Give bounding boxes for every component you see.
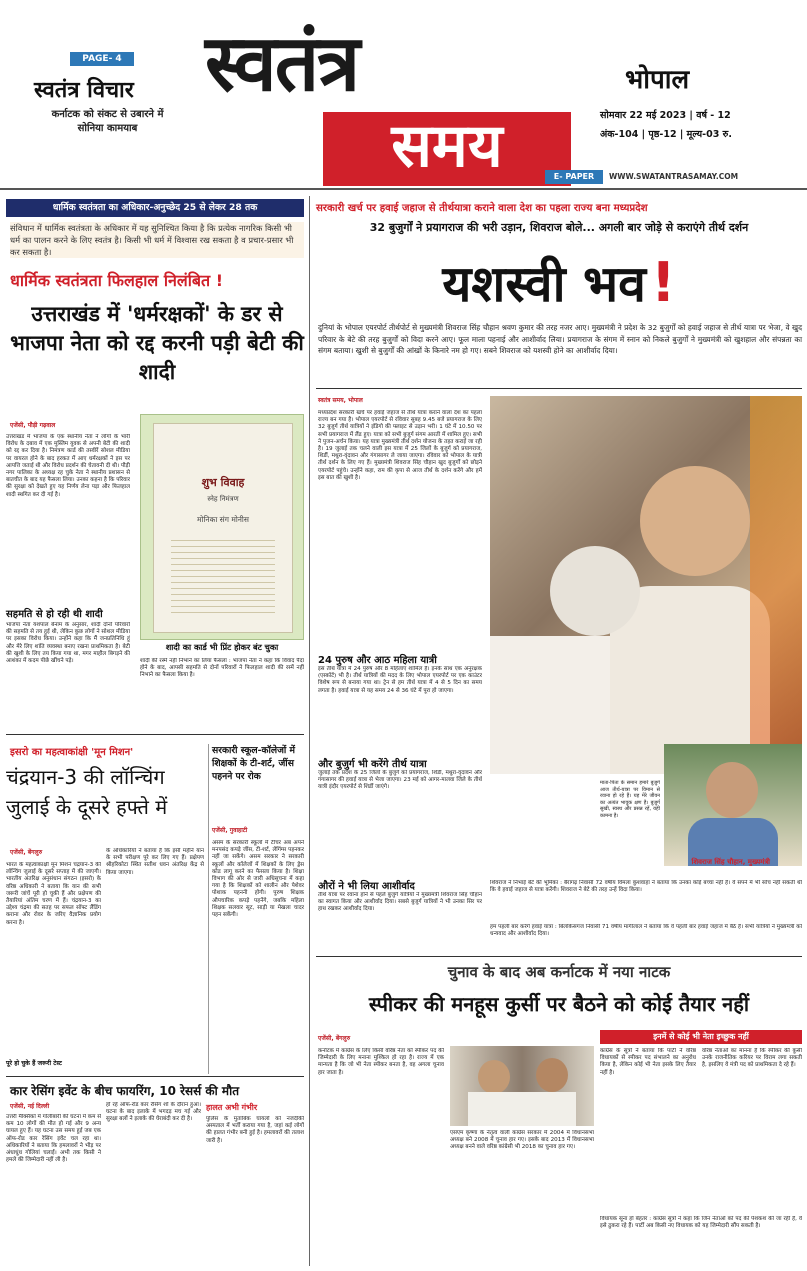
left-body: उत्तराखंड में भाजपा के एक स्थानीय नेता ने लोगों के भारी विरोध के दबाव में एक मुस्लिम युवक से अपनी बेटी की शादी को रद्द कर दिया है। निमंत्रण कार्ड की तस्वीरें सोशल मीडिया पर वायरल होने के बाद हरकत में आए धर्मरक्षकों ने इस पर आपत्ति जताई थी और विरोध प्रदर्शन की चेतावनी दी थी। पौड़ी नगर पालिका के अध्यक्ष रह चुके नेता ने स्थानीय प्रशासन से बातचीत के बाद यह फैसला लिया। उनका कहना है कि परिवार की सुरक्षा को देखते हुए यह निर्णय लेना पड़ा और फिलहाल शादी स्थगित कर दी गई है। <box>6 434 130 498</box>
main-sub-a: 24 पुरुष और आठ महिला यात्री <box>318 655 437 666</box>
firing-body-col3: पुलिस के मुताबिक घायलों को नजदीकी अस्पताल में भर्ती कराया गया है, जहां कई लोगों की हालत गंभीर बनी हुई है। हमलावरों की तलाश जारी है। <box>206 1116 304 1144</box>
website-link[interactable]: WWW.SWATANTRASAMAY.COM <box>609 172 739 181</box>
main-photo <box>490 396 802 774</box>
main-byline: स्वतंत्र समय, भोपाल <box>318 397 363 404</box>
section-title: स्वतंत्र विचार <box>34 78 134 103</box>
section-teaser: कर्नाटक को संकट से उबारने में सोनिया कामयाब <box>51 109 164 134</box>
logo-bottom: समय <box>391 111 503 181</box>
issue-line: अंक-104 | पृष्ठ-12 | मूल्य-03 रु. <box>600 129 732 140</box>
logo-top: स्वतंत्र <box>205 19 359 109</box>
left-byline: एजेंसी, पौड़ी गढ़वाल <box>10 422 56 429</box>
dress-headline: सरकारी स्कूल-कॉलेजों में शिक्षकों के टी-शर्ट, जींस पहनने पर रोक <box>212 745 295 782</box>
logo <box>205 14 585 184</box>
isro-byline: एजेंसी, बेंगलुरु <box>10 849 43 856</box>
isro-headline: चंद्रयान-3 की लॉन्चिंग जुलाई के दूसरे हफ्ते में <box>6 765 168 819</box>
isro-body: भारत के महत्वाकांक्षी मून मिशन चंद्रयान-3 की लॉन्चिंग जुलाई के दूसरे सप्ताह में की जाएगी। भारतीय अंतरिक्ष अनुसंधान संगठन (इसरो) के वरिष्ठ अधिकारी ने बताया कि यान की सभी जरूरी जांचें पूरी हो चुकी हैं और प्रक्षेपण की तैयारियां अंतिम चरण में हैं। चंद्रयान-3 का उद्देश्य चंद्रमा की सतह पर सफल सॉफ्ट लैंडिंग कराना और रोवर के जरिए वैज्ञानिक प्रयोग करना है। <box>6 862 101 926</box>
main-sub-b: और बुजुर्ग भी करेंगे तीर्थ यात्रा <box>318 759 427 770</box>
epaper-label: E- PAPER <box>545 170 603 184</box>
karnataka-body2: एसएम कृष्णा के नेतृत्व वाली कांग्रेस सरकार में 2004 में विधानसभा अध्यक्ष बने 2008 में चुनाव हार गए। इसके बाद 2013 में विधानसभा अध्यक्ष बनने वाले वरिष्ठ कांग्रेसी भी 2018 का चुनाव हार गए। <box>450 1130 594 1151</box>
karnataka-headline: स्पीकर की मनहूस कुर्सी पर बैठने को कोई तैयार नहीं <box>368 992 750 1016</box>
dress-body: असम के सरकारी स्कूलों में टीचर अब अपने मनपसंद कपड़े जींस, टी-शर्ट, लेगिंग्स पहनकर नहीं जा सकेंगे। असम सरकार ने सरकारी स्कूलों और कॉलेजों में शिक्षकों के लिए ड्रेस कोड लागू करने का फैसला किया है। शिक्षा विभाग की ओर से जारी अधिसूचना में कहा गया है कि शिक्षकों को शालीन और पेशेवर पोशाक पहननी होगी। पुरुष शिक्षक औपचारिक कपड़े पहनेंगे, जबकि महिला शिक्षक सलवार सूट, साड़ी या मेखला चादर पहन सकेंगी। <box>212 840 304 919</box>
karnataka-note: विधायक सूना हो बेहतर : कांग्रेस सूत्रों ने कहा कि जिन नेताओं को पद की पेशकश की जा रही है, वे इसे ठुकरा रहे हैं। पार्टी अब किसी नए विधायक को यह जिम्मेदारी सौंप सकती है। <box>600 1216 802 1230</box>
main-body: मध्यप्रदेश सरकारी खर्च पर हवाई जहाज से तीर्थ यात्रा कराने वाला देश का पहला राज्य बन गया है। भोपाल एयरपोर्ट से रविवार सुबह 9.45 बजे प्रयागराज के लिए 32 बुजुर्ग तीर्थ यात्रियों ने इंडिगो की फ्लाइट से उड़ान भरी। 1 घंटे में 10.50 पर सभी प्रयागराज में लैंड हुए। यात्रा को सभी बुजुर्ग संगम आरती में शामिल हुए। सभी ने पुजन-अर्चन किया। यह यात्रा मुख्यमंत्री तीर्थ दर्शन योजना के तहत कराई जा रही है। 19 जुलाई तक चलने वाली इस यात्रा में 25 जिलों के बुजुर्ग को प्रयागराज, शिर्डी, मथुरा-वृंदावन और गंगासागर ले जाया जाएगा। रविवार को भोपाल के यात्री तीर्थ दर्शन के लिए गए हैं। मुख्यमंत्री शिवराज सिंह चौहान खुद बुजुर्गों को छोड़ने एयरपोर्ट पहुंचे। उन्होंने कहा, राम की कृपा से आज तीर्थ के दर्शन करेंगे और हमें इस बात की खुशी है। <box>318 410 482 481</box>
isro-kicker: इसरो का महत्वाकांक्षी 'मून मिशन' <box>10 747 134 758</box>
date-line: सोमवार 22 मई 2023 | वर्ष - 12 <box>600 110 731 121</box>
left-banner: धार्मिक स्वतंत्रता का अधिकार-अनुच्छेद 25 से लेकर 28 तक <box>6 199 304 217</box>
main-sub-c: औरों ने भी लिया आशीर्वाद <box>318 881 415 892</box>
main-subhead: 32 बुजुर्गों ने प्रयागराज की भरी उड़ान, शिवराज बोले... अगली बार जोड़े से कराएंगे तीर्थ दर्शन <box>369 221 749 234</box>
left-subhead: सहमति से हो रही थी शादी <box>6 609 103 620</box>
karnataka-photo <box>450 1046 594 1126</box>
left-headline: उत्तराखंड में 'धर्मरक्षकों' के डर से भाजपा नेता को रद्द करनी पड़ी बेटी की शादी <box>10 302 304 384</box>
epaper-bar <box>545 170 807 184</box>
left-kicker: धार्मिक स्वतंत्रता फिलहाल निलंबित ! <box>10 271 223 290</box>
main-exclaim: ! <box>651 251 676 314</box>
main-body-a: इस तीर्थ यात्रा में 24 पुरुष और 8 महिलाएं शामिल हैं। इनके साथ एक अनुरक्षक (एस्कॉर्ट) भी है। तीर्थ यात्रियों की मदद के लिए भोपाल एयरपोर्ट पर एक काउंटर विशेष रूप से बनाया गया था। ट्रेन से हम तीर्थ यात्रा में 4 से 5 दिन का समय लगता है। हवाई यात्रा से यह समय 24 से 36 घंटे में पूरा हो जाएगा। <box>318 666 482 694</box>
firing-headline: कार रेसिंग इवेंट के बीच फायरिंग, 10 रेसर्स की मौत <box>10 1084 240 1098</box>
karnataka-tag: इनमें से कोई भी नेता इच्छुक नहीं <box>600 1030 802 1044</box>
main-note2: हम पहली बार करेंगे हवाई यात्रा : बिलकिसगंज निवासी 71 वर्षीय मांगीलाल ने बताया कि वे पहली बार हवाई जहाज में बैठे हैं। सभी यात्रियों ने मुख्यमंत्री को धन्यवाद और आशीर्वाद दिया। <box>490 924 802 938</box>
main-banner: सरकारी खर्च पर हवाई जहाज से तीर्थयात्रा कराने वाला देश का पहला राज्य बना मध्यप्रदेश <box>316 203 648 214</box>
firing-subhead: हालत अभी गंभीर <box>206 1103 258 1112</box>
main-note: शिवराज ने निभाई बेटे की भूमिका : बैरागढ़ निवासी 72 वर्षीय विमला कुशवाहा ने बताया कि उनका कोई बच्चा नहीं है। वे सपने में भी सोच नहीं सकती थीं कि वे हवाई जहाज से यात्रा करेंगी। शिवराज ने बेटे की तरह उन्हें विदा किया। <box>490 880 802 894</box>
inset-photo <box>664 744 802 866</box>
card-names: मोनिका संग मोनीस <box>197 515 249 524</box>
card-title: शुभ विवाह <box>201 476 245 489</box>
karnataka-kicker: चुनाव के बाद अब कर्नाटक में नया नाटक <box>447 963 671 981</box>
firing-body: उत्तरी मैक्सिको में गोलीबारी की घटना में कम से कम 10 लोगों की मौत हो गई और 9 अन्य घायल हुए हैं। यह घटना उस समय हुई जब एक ऑफ-रोड कार रेसिंग इवेंट चल रहा था। अधिकारियों ने बताया कि हमलावरों ने भीड़ पर अंधाधुंध गोलियां चलाईं। अभी तक किसी ने हमले की जिम्मेदारी नहीं ली है। <box>6 1114 101 1164</box>
photo-caption: माता-पिता के समान हमारे बुजुर्ग आज तीर्थ-यात्रा पर विमान से रवाना हो रहे हैं। यह मेरे जीवन का अत्यंत भावुक क्षण है। बुजुर्ग सुखी, स्वस्थ और प्रसन्न रहें, यही कामना है। <box>600 780 660 819</box>
isro-callout: पूरे हो चुके हैं जरूरी टेस्ट <box>6 1060 62 1067</box>
main-body-c: तीर्थ यात्रा पर रवाना होने से पहले बुजुर्ग यात्रियों ने मुख्यमंत्री शिवराज सिंह चौहान का स्वागत किया और आशीर्वाद दिया। सबसे बुजुर्ग यात्रियों ने भी उनका सिर पर हाथ रखकर आशीर्वाद दिया। <box>318 892 482 913</box>
card-subtitle: स्नेह निमंत्रण <box>207 495 239 503</box>
wedding-card <box>140 414 304 640</box>
firing-body-col2: हो रहे ऑफ-रोड कार रेसिंग शो के दौरान हुआ। घटना के बाद इलाके में भगदड़ मच गई और सुरक्षा बलों ने इलाके की घेराबंदी कर दी है। <box>106 1102 201 1123</box>
photo-credit: शिवराज सिंह चौहान, मुख्यमंत्री <box>691 858 770 866</box>
isro-body-col2: के अधिकारियों ने बताया है कि इसी महीने यान के सभी परीक्षण पूरे कर लिए गए हैं। प्रक्षेपण श्रीहरिकोटा स्थित सतीश धवन अंतरिक्ष केंद्र से किया जाएगा। <box>106 848 204 876</box>
city: भोपाल <box>625 65 690 95</box>
page-label: PAGE- 4 <box>70 52 134 66</box>
side-note: शादी की रस्में नहीं निभाने का लिया फैसला : भाजपा नेता ने कहा कि विवाद पैदा होने के बाद, आपसी सहमति से दोनों परिवारों ने फिलहाल शादी की रस्में नहीं निभाने का फैसला किया है। <box>140 658 304 679</box>
main-deck: दुनियां के भोपाल एयरपोर्ट तीर्थपोर्ट से मुख्यमंत्री शिवराज सिंह चौहान श्रवण कुमार की तरह नजर आए। मुख्यमंत्री ने प्रदेश के 32 बुजुर्गों को हवाई जहाज से तीर्थ यात्रा पर भेजा, वे खुद परिवार के बेटे की तरह बुजुर्गों को विदा करने आए। फूल माला पहनाई और आशीर्वाद लिया। प्रयागराज के संगम में स्नान को निकले बुजुर्गों ने मुख्यमंत्री को खुशहाल और संपन्नता का संगम बताया। खुशी से बुजुर्गों की आंखों के किनारे नम हो गए। सबने शिवराज को यशस्वी होने का आशीर्वाद दिया। <box>318 323 802 355</box>
main-headline-wrap <box>316 248 802 318</box>
karnataka-byline: एजेंसी, बेंगलुरु <box>318 1035 351 1042</box>
main-headline: यशस्वी भव <box>442 255 646 313</box>
card-caption: शादी का कार्ड भी प्रिंट होकर बंट चुका <box>165 642 279 652</box>
dress-byline: एजेंसी, गुवाहाटी <box>212 827 248 834</box>
firing-byline: एजेंसी, नई दिल्ली <box>10 1103 50 1110</box>
left-intro: संविधान में धार्मिक स्वतंत्रता के अधिकार में यह सुनिश्चित किया है कि प्रत्येक नागरिक किसी भी धर्म का पालन करने के लिए स्वतंत्र है। किसी भी धर्म में विश्वास रख सकता है व प्रचार-प्रसार भी कर सकता है। <box>10 222 304 258</box>
karnataka-body1: कर्नाटक में कांग्रेस के लिए किसी वरिष्ठ नेता को स्पीकर पद की जिम्मेदारी के लिए मनाना मुश्किल हो रहा है। राज्य में एक मान्यता है कि जो भी नेता स्पीकर बनता है, वह अगला चुनाव हार जाता है। <box>318 1048 444 1076</box>
karnataka-body3: कांग्रेस के सूत्रों ने बताया कि पार्टी ने वरिष्ठ विधायकों से स्पीकर पद संभालने का अनुरोध किया है, लेकिन कोई भी नेता इसके लिए तैयार नहीं है। <box>600 1048 696 1076</box>
karnataka-body4: वरिष्ठ नेताओं का मानना है कि स्पीकर की कुर्सी उनके राजनीतिक करियर पर विराम लगा सकती है, इसलिए वे मंत्री पद को प्राथमिकता दे रहे हैं। <box>702 1048 802 1069</box>
main-body-b: जुलाई तक प्रदेश के 25 जिलों के बुजुर्ग को प्रयागराज, शिर्डी, मथुरा-वृंदावन और गंगासागर की हवाई यात्रा से भेजा जाएगा। 23 मई को आगर-मालवा जिले के तीर्थ यात्री इंदौर एयरपोर्ट से शिर्डी जाएंगे। <box>318 770 482 791</box>
left-body2: भाजपा नेता यशपाल बेनाम के अनुसार, शादी दोनों परिवारों की सहमति से तय हुई थी, लेकिन कुछ लोगों ने सोशल मीडिया पर इसका विरोध किया। उन्होंने कहा कि मैं जनप्रतिनिधि हूं और मेरे लिए शांति व्यवस्था बनाए रखना प्राथमिकता है। बेटी की खुशी के लिए तय किया गया था, मगर माहौल बिगड़ने की आशंका में कदम पीछे खींचने पड़े। <box>6 622 130 665</box>
